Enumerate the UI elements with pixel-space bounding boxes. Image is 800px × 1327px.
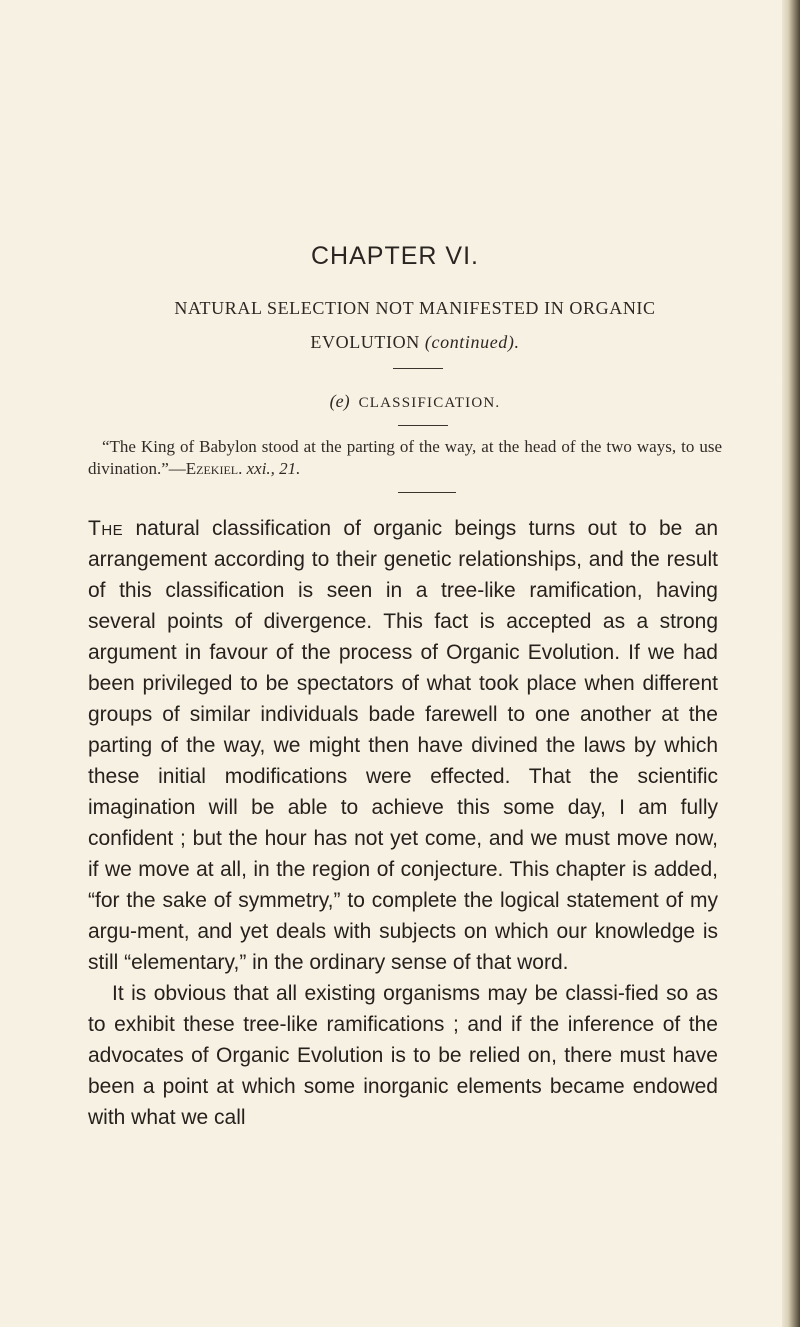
paragraph-1: [88, 513, 718, 978]
epigraph-source: Ezekiel.: [185, 459, 243, 478]
epigraph-reference: xxi., 21.: [246, 459, 301, 478]
paragraph-2: It is obvious that all existing organisms may be classi-fied so as to exhibit these tree-like ramifications ; and if the inference of the advocates of Organic Evolution is to be relied on, there must have been a point at which some inorganic elements became endowed with what we call: [88, 982, 718, 1129]
chapter-subtitle-line-1: NATURAL SELECTION NOT MANIFESTED IN ORGANIC: [174, 298, 656, 318]
first-word: The: [88, 517, 124, 540]
divider-rule-1: [393, 368, 443, 369]
chapter-heading: CHAPTER VI.: [311, 242, 479, 270]
subtitle-evolution: EVOLUTION: [310, 332, 420, 352]
epigraph-quote: “The King of Babylon stood at the parting of the way, at the head of the two ways, to use divination.”—: [88, 437, 722, 478]
page-edge-shadow: [782, 0, 800, 1327]
section-title: CLASSIFICATION.: [358, 395, 501, 411]
chapter-subtitle-line-2: [0, 332, 800, 353]
section-heading: [0, 391, 800, 412]
paragraph-1-text: natural classification of organic beings turns out to be an arrangement according to their genetic relationships, and the result of this classification is seen in a tree-like ramification, having several points of divergence. This fact is accepted as a strong argument in favour of the process of Organic Evolution. If we had been privileged to be spectators of what took place when different groups of similar individuals bade farewell to one another at the parting of the way, we might then have divined the laws by which these initial modifications were effected. That the scientific imagination will be able to achieve this some day, I am fully confident ; but the hour has not yet come, and we must move now, if we move at all, in the region of conjecture. This chapter is added, “for the sake of symmetry,” to complete the logical statement of my argu-ment, and yet deals with subjects on which our knowledge is still “elementary,” in the ordinary sense of that word.: [88, 517, 718, 974]
section-label: (e): [329, 391, 350, 411]
epigraph: [88, 436, 722, 480]
divider-rule-3: [398, 492, 456, 493]
body-text: [88, 513, 718, 1133]
subtitle-continued: (continued).: [424, 332, 520, 352]
divider-rule-2: [398, 425, 448, 426]
